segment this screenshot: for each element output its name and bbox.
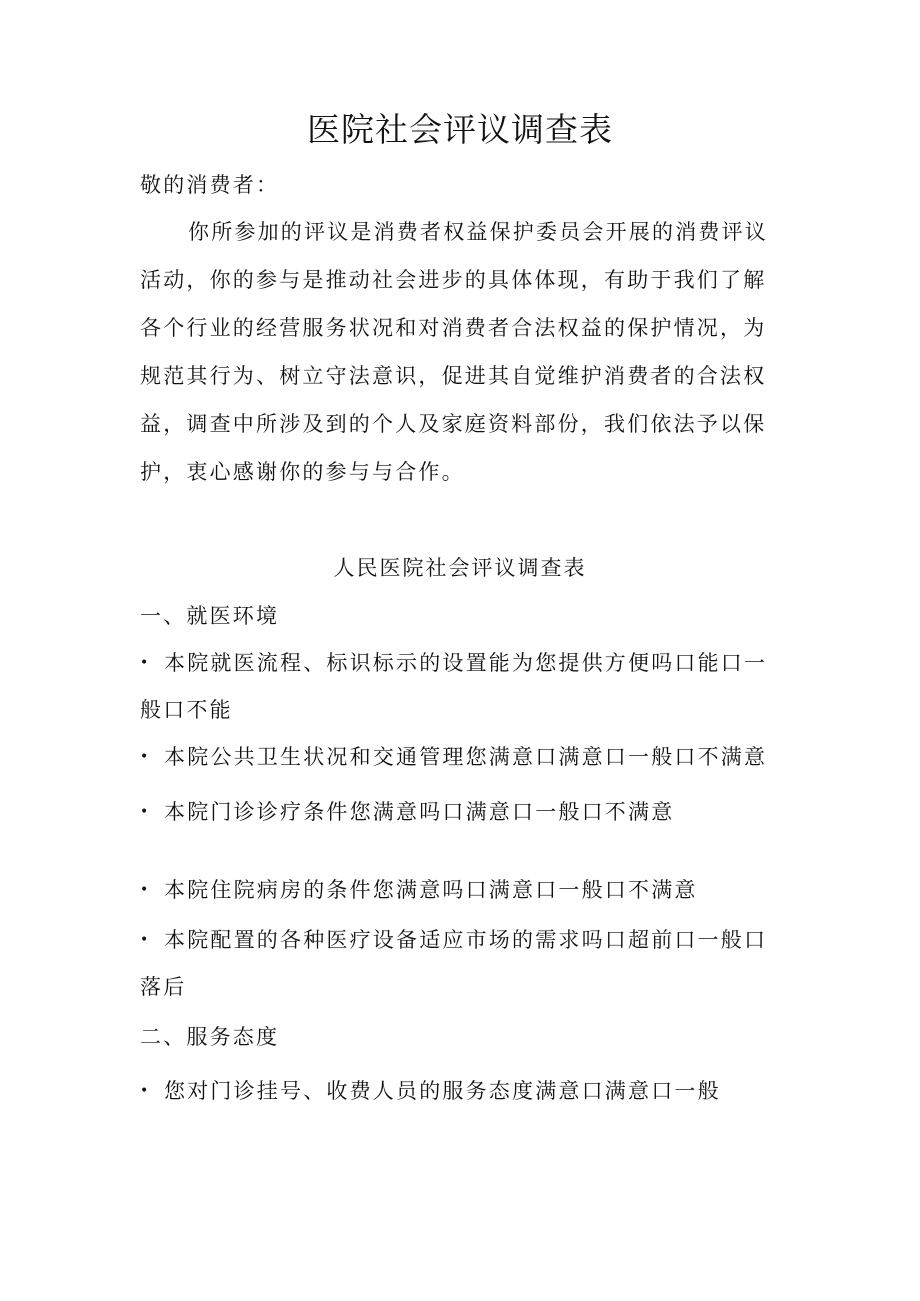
question-text: 本院门诊诊疗条件您满意吗口满意口一般口不满意 <box>164 800 675 824</box>
bullet-icon: • <box>140 654 151 671</box>
question-1-5-continued: 落后 <box>140 975 187 999</box>
bullet-icon: • <box>140 1082 151 1099</box>
question-1-5 <box>140 925 780 957</box>
question-text: 您对门诊挂号、收费人员的服务态度满意口满意口一般 <box>164 1079 721 1103</box>
bullet-icon: • <box>140 803 151 820</box>
intro-line-5: 益，调查中所涉及到的个人及家庭资料部份，我们依法予以保 <box>140 412 767 436</box>
bullet-icon: • <box>140 931 151 948</box>
section-1-heading: 一、就医环境 <box>140 604 280 628</box>
bullet-icon: • <box>140 748 151 765</box>
question-1-4 <box>140 875 780 907</box>
question-1-2 <box>140 742 780 774</box>
intro-line-2: 活动，你的参与是推动社会进步的具体体现，有助于我们了解 <box>140 268 767 292</box>
section-2-heading: 二、服务态度 <box>140 1025 280 1049</box>
question-text: 本院配置的各种医疗设备适应市场的需求吗口超前口一般口 <box>164 928 768 952</box>
question-1-1 <box>140 648 780 680</box>
intro-line-6: 护，衷心感谢你的参与与合作。 <box>140 460 465 484</box>
survey-title: 人民医院社会评议调查表 <box>333 556 587 580</box>
intro-line-1: 你所参加的评议是消费者权益保护委员会开展的消费评议 <box>188 220 768 244</box>
intro-line-4: 规范其行为、树立守法意识，促进其自觉维护消费者的合法权 <box>140 364 767 388</box>
question-text: 本院就医流程、标识标示的设置能为您提供方便吗口能口一 <box>164 651 768 675</box>
document-title: 医院社会评议调查表 <box>307 110 613 149</box>
intro-line-3: 各个行业的经营服务状况和对消费者合法权益的保护情况，为 <box>140 316 767 340</box>
question-2-1 <box>140 1076 780 1108</box>
question-text: 本院住院病房的条件您满意吗口满意口一般口不满意 <box>164 878 698 902</box>
question-1-3 <box>140 797 780 829</box>
salutation: 敬的消费者： <box>140 173 280 197</box>
question-text: 本院公共卫生状况和交通管理您满意口满意口一般口不满意 <box>164 745 768 769</box>
question-1-1-continued: 般口不能 <box>140 698 233 722</box>
bullet-icon: • <box>140 881 151 898</box>
